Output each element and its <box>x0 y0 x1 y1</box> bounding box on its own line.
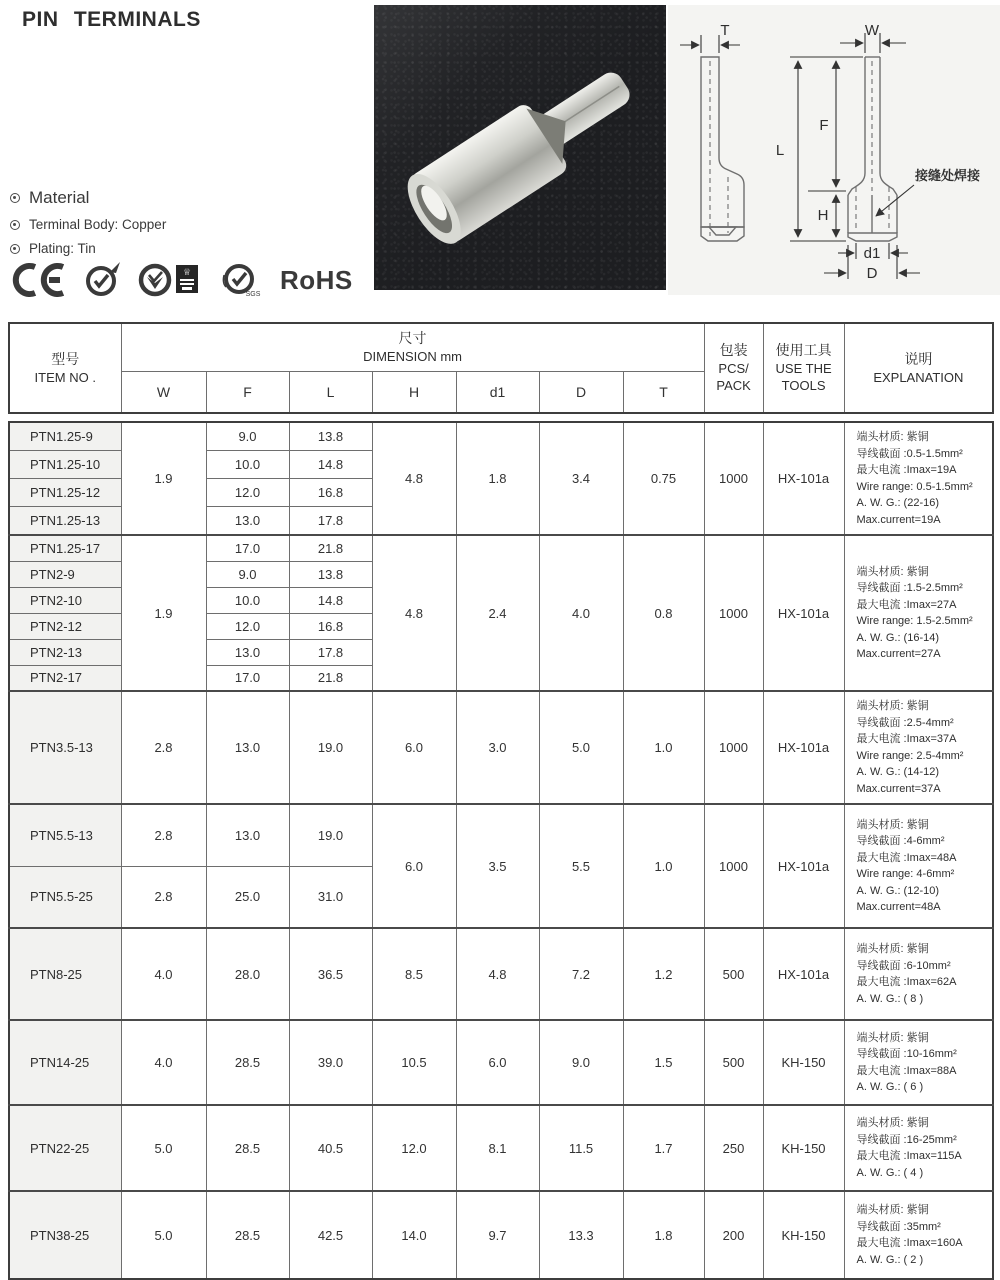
item-cell: PTN5.5-13 <box>9 804 121 866</box>
f-cell: 28.5 <box>206 1020 289 1105</box>
l-cell: 19.0 <box>289 804 372 866</box>
weld-note-label: 接缝处焊接 <box>915 168 981 183</box>
bullet-icon <box>10 244 20 254</box>
tool-cell: KH-150 <box>763 1105 844 1191</box>
l-cell: 21.8 <box>289 665 372 691</box>
d-cell: 5.0 <box>539 691 623 804</box>
explanation-cell: 端头材质: 紫铜 导线截面 :35mm² 最大电流 :Imax=160A A. W. G.: ( 2 ) <box>844 1191 993 1279</box>
material-heading: Material <box>29 188 90 207</box>
l-cell: 14.8 <box>289 587 372 613</box>
d1-cell: 9.7 <box>456 1191 539 1279</box>
l-cell: 13.8 <box>289 422 372 450</box>
rohs-label: RoHS <box>280 264 353 295</box>
t-cell: 1.7 <box>623 1105 704 1191</box>
item-cell: PTN2-13 <box>9 639 121 665</box>
col-header-W: W <box>121 371 206 413</box>
table-row <box>9 1020 993 1105</box>
item-cell: PTN14-25 <box>9 1020 121 1105</box>
dim-D-label: D <box>866 265 878 282</box>
h-cell: 4.8 <box>372 422 456 535</box>
tool-cell: HX-101a <box>763 422 844 535</box>
col-header-dimension: 尺寸 DIMENSION mm <box>121 323 704 371</box>
l-cell: 19.0 <box>289 691 372 804</box>
explanation-cell: 端头材质: 紫铜 导线截面 :1.5-2.5mm² 最大电流 :Imax=27A Wire range: 1.5-2.5mm² A. W. G.: (16-14) Max.current=27A <box>844 535 993 691</box>
d-cell: 11.5 <box>539 1105 623 1191</box>
svg-text:SGS: SGS <box>245 291 261 298</box>
t-cell: 1.2 <box>623 928 704 1020</box>
tool-cell: KH-150 <box>763 1020 844 1105</box>
pack-cell: 500 <box>704 928 763 1020</box>
f-cell: 25.0 <box>206 866 289 928</box>
dimension-diagram <box>668 5 1000 295</box>
explanation-cell: 端头材质: 紫铜 导线截面 :0.5-1.5mm² 最大电流 :Imax=19A Wire range: 0.5-1.5mm² A. W. G.: (22-16) Max.current=19A <box>844 422 993 535</box>
f-cell: 13.0 <box>206 639 289 665</box>
l-cell: 16.8 <box>289 613 372 639</box>
explanation-cell: 端头材质: 紫铜 导线截面 :6-10mm² 最大电流 :Imax=62A A. W. G.: ( 8 ) <box>844 928 993 1020</box>
f-cell: 28.5 <box>206 1191 289 1279</box>
spec-table-header <box>8 322 994 414</box>
w-cell: 4.0 <box>121 1020 206 1105</box>
pack-cell: 250 <box>704 1105 763 1191</box>
t-cell: 1.0 <box>623 804 704 928</box>
dim-W-label: W <box>864 22 880 39</box>
f-cell: 9.0 <box>206 561 289 587</box>
col-header-D: D <box>539 371 623 413</box>
table-row <box>9 1105 993 1191</box>
d-cell: 3.4 <box>539 422 623 535</box>
l-cell: 40.5 <box>289 1105 372 1191</box>
item-cell: PTN22-25 <box>9 1105 121 1191</box>
l-cell: 36.5 <box>289 928 372 1020</box>
item-cell: PTN2-9 <box>9 561 121 587</box>
tool-cell: HX-101a <box>763 535 844 691</box>
page-header <box>0 0 1000 322</box>
col-header-T: T <box>623 371 704 413</box>
h-cell: 8.5 <box>372 928 456 1020</box>
item-cell: PTN3.5-13 <box>9 691 121 804</box>
sgs-badge-icon <box>220 261 264 299</box>
d-cell: 7.2 <box>539 928 623 1020</box>
d1-cell: 2.4 <box>456 535 539 691</box>
material-section <box>10 188 166 265</box>
table-row <box>9 535 993 561</box>
f-cell: 13.0 <box>206 804 289 866</box>
d-cell: 5.5 <box>539 804 623 928</box>
f-cell: 28.5 <box>206 1105 289 1191</box>
w-cell: 5.0 <box>121 1105 206 1191</box>
dim-d1-label: d1 <box>863 245 881 262</box>
t-cell: 0.8 <box>623 535 704 691</box>
w-cell: 5.0 <box>121 1191 206 1279</box>
item-cell: PTN1.25-17 <box>9 535 121 561</box>
f-cell: 17.0 <box>206 665 289 691</box>
h-cell: 6.0 <box>372 691 456 804</box>
pin-terminal-photo-art <box>374 5 666 290</box>
w-cell: 1.9 <box>121 535 206 691</box>
col-header-L: L <box>289 371 372 413</box>
col-header-explanation: 说明 EXPLANATION <box>844 323 993 413</box>
d-cell: 13.3 <box>539 1191 623 1279</box>
l-cell: 13.8 <box>289 561 372 587</box>
page-title: PIN TERMINALS <box>22 8 201 31</box>
ce-mark-icon <box>10 262 66 298</box>
item-cell: PTN1.25-13 <box>9 507 121 535</box>
d1-cell: 3.5 <box>456 804 539 928</box>
bullet-icon <box>10 193 20 203</box>
l-cell: 21.8 <box>289 535 372 561</box>
f-cell: 10.0 <box>206 587 289 613</box>
d1-cell: 1.8 <box>456 422 539 535</box>
col-header-item: 型号 ITEM NO . <box>9 323 121 413</box>
d1-cell: 6.0 <box>456 1020 539 1105</box>
l-cell: 42.5 <box>289 1191 372 1279</box>
h-cell: 14.0 <box>372 1191 456 1279</box>
material-item: Terminal Body: Copper <box>29 217 167 232</box>
table-row <box>9 422 993 450</box>
spec-table-body <box>8 421 994 1280</box>
table-row <box>9 804 993 866</box>
explanation-cell: 端头材质: 紫铜 导线截面 :16-25mm² 最大电流 :Imax=115A A. W. G.: ( 4 ) <box>844 1105 993 1191</box>
product-photo <box>374 5 666 290</box>
table-row <box>9 928 993 1020</box>
l-cell: 16.8 <box>289 479 372 507</box>
f-cell: 13.0 <box>206 691 289 804</box>
d-cell: 9.0 <box>539 1020 623 1105</box>
item-cell: PTN38-25 <box>9 1191 121 1279</box>
col-header-H: H <box>372 371 456 413</box>
dimension-diagram-art <box>668 5 1000 295</box>
t-cell: 1.8 <box>623 1191 704 1279</box>
h-cell: 10.5 <box>372 1020 456 1105</box>
l-cell: 14.8 <box>289 450 372 478</box>
pack-cell: 1000 <box>704 535 763 691</box>
pack-cell: 1000 <box>704 422 763 535</box>
item-cell: PTN2-17 <box>9 665 121 691</box>
explanation-cell: 端头材质: 紫铜 导线截面 :10-16mm² 最大电流 :Imax=88A A. W. G.: ( 6 ) <box>844 1020 993 1105</box>
w-cell: 2.8 <box>121 691 206 804</box>
w-cell: 2.8 <box>121 804 206 866</box>
h-cell: 12.0 <box>372 1105 456 1191</box>
dim-T-label: T <box>720 22 730 39</box>
certification-logos <box>10 258 353 302</box>
quality-assured-badge-icon <box>138 261 204 299</box>
f-cell: 12.0 <box>206 613 289 639</box>
t-cell: 0.75 <box>623 422 704 535</box>
pack-cell: 500 <box>704 1020 763 1105</box>
tool-cell: HX-101a <box>763 928 844 1020</box>
d1-cell: 4.8 <box>456 928 539 1020</box>
col-header-d1: d1 <box>456 371 539 413</box>
pack-cell: 1000 <box>704 804 763 928</box>
svg-text:♕: ♕ <box>182 267 192 277</box>
dim-L-label: L <box>775 142 785 159</box>
table-row <box>9 1191 993 1279</box>
h-cell: 6.0 <box>372 804 456 928</box>
material-item: Plating: Tin <box>29 241 96 256</box>
tool-cell: KH-150 <box>763 1191 844 1279</box>
dim-H-label: H <box>817 207 829 224</box>
pack-cell: 200 <box>704 1191 763 1279</box>
table-row <box>9 691 993 804</box>
l-cell: 17.8 <box>289 507 372 535</box>
h-cell: 4.8 <box>372 535 456 691</box>
f-cell: 17.0 <box>206 535 289 561</box>
tool-cell: HX-101a <box>763 804 844 928</box>
col-header-pack: 包装 PCS/ PACK <box>704 323 763 413</box>
dim-F-label: F <box>819 117 829 134</box>
w-cell: 1.9 <box>121 422 206 535</box>
item-cell: PTN5.5-25 <box>9 866 121 928</box>
l-cell: 31.0 <box>289 866 372 928</box>
item-cell: PTN2-12 <box>9 613 121 639</box>
l-cell: 39.0 <box>289 1020 372 1105</box>
f-cell: 9.0 <box>206 422 289 450</box>
t-cell: 1.0 <box>623 691 704 804</box>
d1-cell: 3.0 <box>456 691 539 804</box>
pack-cell: 1000 <box>704 691 763 804</box>
explanation-cell: 端头材质: 紫铜 导线截面 :4-6mm² 最大电流 :Imax=48A Wire range: 4-6mm² A. W. G.: (12-10) Max.current=48A <box>844 804 993 928</box>
l-cell: 17.8 <box>289 639 372 665</box>
f-cell: 12.0 <box>206 479 289 507</box>
spec-table-section <box>8 322 992 1280</box>
item-cell: PTN8-25 <box>9 928 121 1020</box>
t-cell: 1.5 <box>623 1020 704 1105</box>
item-cell: PTN1.25-10 <box>9 450 121 478</box>
d1-cell: 8.1 <box>456 1105 539 1191</box>
f-cell: 10.0 <box>206 450 289 478</box>
f-cell: 28.0 <box>206 928 289 1020</box>
bullet-icon <box>10 220 20 230</box>
d-cell: 4.0 <box>539 535 623 691</box>
col-header-F: F <box>206 371 289 413</box>
item-cell: PTN1.25-12 <box>9 479 121 507</box>
compliance-badge-icon <box>82 261 122 299</box>
item-cell: PTN2-10 <box>9 587 121 613</box>
f-cell: 13.0 <box>206 507 289 535</box>
item-cell: PTN1.25-9 <box>9 422 121 450</box>
col-header-tools: 使用工具 USE THE TOOLS <box>763 323 844 413</box>
w-cell: 2.8 <box>121 866 206 928</box>
tool-cell: HX-101a <box>763 691 844 804</box>
w-cell: 4.0 <box>121 928 206 1020</box>
explanation-cell: 端头材质: 紫铜 导线截面 :2.5-4mm² 最大电流 :Imax=37A Wire range: 2.5-4mm² A. W. G.: (14-12) Max.current=37A <box>844 691 993 804</box>
